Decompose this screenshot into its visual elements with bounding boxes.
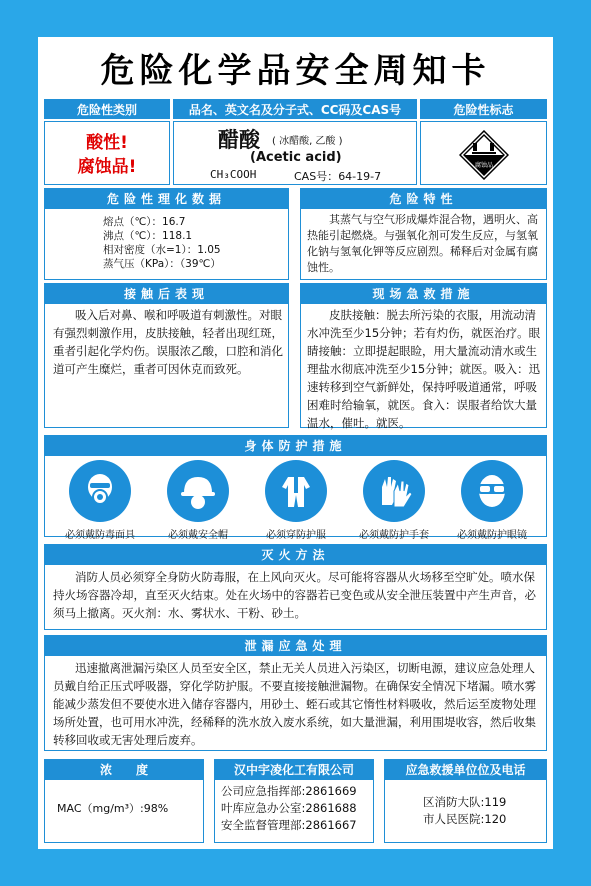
product-cas: CAS号：64-19-7 [294,170,382,183]
hazard-props-text: 其蒸气与空气形成爆炸混合物，遇明火、高热能引起燃烧。与强氧化剂可发生反应，与氢氧化钠与氢氧化钾等反应剧烈。稀释后对金属有腐蚀性。 [307,213,538,274]
hazard-class-line1: 酸性! [86,133,128,153]
leak-text: 迅速撤离泄漏污染区人员至安全区，禁止无关人员进入污染区，切断电源，建议应急处理人员戴自给正压式呼吸器，穿化学防护服。不要直接接触泄漏物。在确保安全情况下堵漏。喷水雾能减少蒸发但不要使水进入储存容器内，用砂土、蛭石或其它惰性材料吸收，然后运至废物处理场所处置，也可用水冲洗，经稀释的洗水放入废水系统，如大量泄漏，利用围堤收容，然后收集转移回收或无害处理后废弃。 [53,661,536,747]
goggles-icon [461,460,523,522]
concentration-box [44,779,204,843]
emergency-box [384,779,547,843]
physchem-melting: 熔点（℃）：16.7 [103,216,186,228]
emergency-line: 市人民医院:120 [423,812,507,826]
concentration-value: MAC（mg/m³）:98% [57,802,169,815]
ppe-label: 必须戴防护手套 [359,530,429,541]
company-line: 叶库应急办公室:2861688 [221,801,357,815]
ppe-label: 必须戴防护眼镜 [457,530,527,541]
safety-helmet-icon [167,460,229,522]
product-box [173,121,417,185]
page-title: 危险化学品安全周知卡 [100,51,491,91]
leak-box [44,655,547,751]
fire-text: 消防人员必须穿全身防火防毒服，在上风向灭火。尽可能将容器从火场移至空旷处。喷水保持火场容器冷却，直至灭火结束。处在火场中的容器若已变色或从安全泄压装置中产生声音，必须马上撤离。灭火剂：水、雾状水、干粉、砂土。 [53,570,536,620]
protective-suit-icon [265,460,327,522]
hazard-mark-box [420,121,547,185]
company-line: 公司应急指挥部:2861669 [221,784,357,798]
concentration-header: 浓 度 [44,759,204,779]
physchem-vapor: 蒸气压（KPa）：（39℃） [103,258,221,270]
physchem-boiling: 沸点（℃）：118.1 [103,230,193,242]
gas-mask-icon [69,460,131,522]
protection-header: 身体防护措施 [44,435,547,455]
ppe-gas-mask [55,460,145,541]
hazard-mark-caption: 腐蚀品 [474,162,493,169]
name-header: 品名、英文名及分子式、CC码及CAS号 [173,99,417,119]
gloves-icon [363,460,425,522]
exposure-header: 接触后表现 [44,283,289,303]
hazard-props-box [300,208,547,280]
emergency-header: 应急救援单位位及电话 [384,759,547,779]
leak-header: 泄漏应急处理 [44,635,547,655]
product-formula: CH₃COOH [210,168,257,181]
product-name: 醋酸 [218,128,260,152]
physchem-header: 危险性理化数据 [44,188,289,208]
physchem-box [44,208,289,280]
company-line: 安全监督管理部:2861667 [221,818,357,832]
ppe-label: 必须戴防毒面具 [65,530,135,541]
hazard-class-line2: 腐蚀品! [77,157,137,177]
hazard-props-header: 危险特性 [300,188,547,208]
company-box [214,779,374,843]
first-aid-header: 现场急救措施 [300,283,547,303]
first-aid-text: 皮肤接触：脱去所污染的衣服，用流动清水冲洗至少15分钟；若有灼伤，就医治疗。眼睛接触：立即提起眼睑，用大量流动清水或生理盐水彻底冲洗至少15分钟；就医。吸入：迅速转移到空气新鲜处，保持呼吸道通常，呼吸困难时给输氧，就医。食入：误服者给饮大量温水，催吐。就医。 [307,308,541,430]
product-alias: ( 冰醋酸, 乙酸 ) [272,136,343,147]
product-english-name: (Acetic acid) [250,150,342,165]
fire-box [44,564,547,630]
physchem-density: 相对密度（水=1）：1.05 [103,244,221,256]
ppe-suit [251,460,341,541]
exposure-text: 吸入后对鼻、喉和呼吸道有刺激性。对眼有强烈刺激作用，皮肤接触，轻者出现红斑，重者引起化学灼伤。误服浓乙酸，口腔和消化道可产生糜烂，重者可因休克而致死。 [53,308,283,376]
emergency-line: 区消防大队:119 [423,795,507,809]
hazard-class-header: 危险性类别 [44,99,170,119]
hazard-class-box [44,121,170,185]
hazard-mark-header: 危险性标志 [420,99,547,119]
safety-card [38,37,553,849]
fire-header: 灭火方法 [44,544,547,564]
company-header: 汉中宇凌化工有限公司 [214,759,374,779]
ppe-helmet [153,460,243,541]
ppe-goggles [447,460,537,541]
corrosive-symbol-icon [459,130,509,180]
ppe-label: 必须戴安全帽 [168,530,228,541]
protection-box [44,455,547,541]
first-aid-box [300,303,547,428]
exposure-box [44,303,289,428]
ppe-gloves [349,460,439,541]
ppe-label: 必须穿防护服 [266,530,326,541]
